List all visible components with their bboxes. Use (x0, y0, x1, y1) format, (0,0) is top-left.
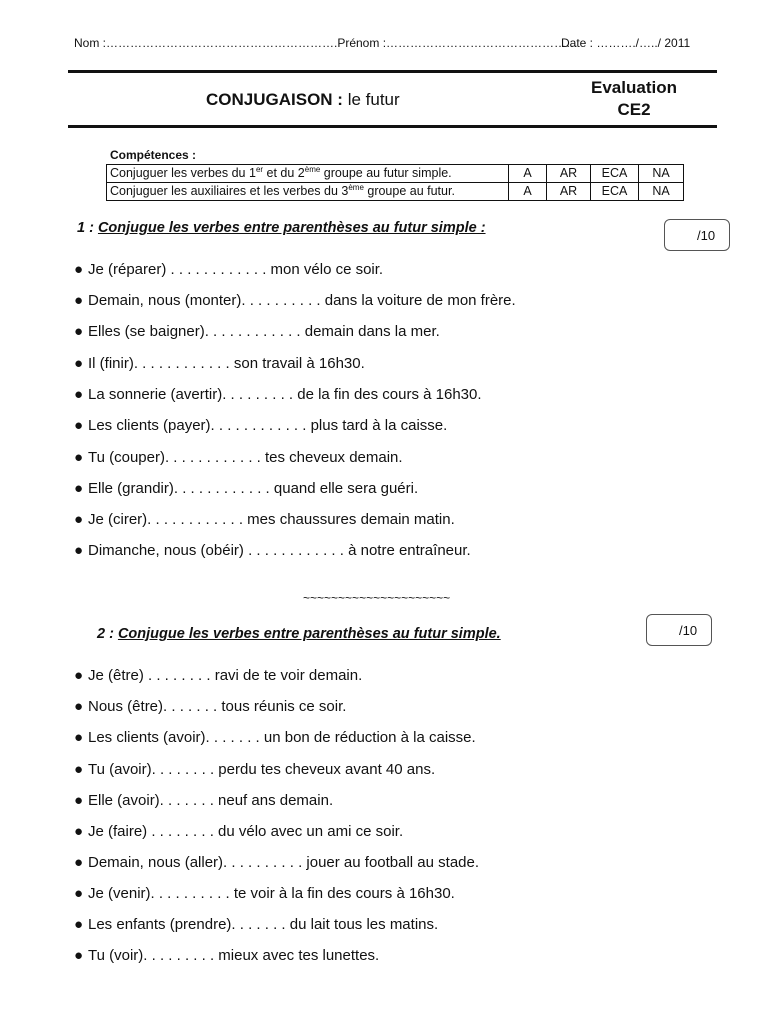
exercise-2-title (97, 626, 501, 642)
exercise-2-score: /10 (679, 623, 698, 638)
bullet-icon: ● (74, 854, 84, 871)
bullet-icon: ● (74, 698, 84, 715)
level-ar: AR (547, 183, 591, 201)
exercise-2-item: ● Les clients (avoir). . . . . . . un bon de réduction à la caisse. (74, 729, 476, 746)
exercise-2-item: ● Tu (avoir). . . . . . . . perdu tes cheveux avant 40 ans. (74, 761, 436, 778)
exercise-2-number: 2 : (97, 626, 118, 642)
bullet-icon: ● (74, 355, 84, 372)
exercise-2-item: ● Je (venir). . . . . . . . . . te voir à la fin des cours à 16h30. (74, 885, 455, 902)
bullet-icon: ● (74, 947, 84, 964)
exercise-2-item: ● Elle (avoir). . . . . . . neuf ans demain. (74, 792, 334, 809)
evaluation-line-1: Evaluation (591, 78, 677, 97)
competences-title: Compétences : (110, 148, 197, 162)
competences-table (106, 164, 684, 201)
exercise-1-item: ● Je (cirer). . . . . . . . . . . . mes chaussures demain matin. (74, 511, 455, 528)
name-field-line: Nom :………………………………………………….Prénom :………………………………………… (74, 36, 579, 50)
bullet-icon: ● (74, 885, 84, 902)
exercise-2-instruction: Conjugue les verbes entre parenthèses au futur simple. (117, 626, 501, 642)
exercise-2-score-box (646, 614, 712, 646)
exercise-1-item: ● Elle (grandir). . . . . . . . . . . . quand elle sera guéri. (74, 480, 419, 497)
bullet-icon: ● (74, 417, 84, 434)
exercise-1-instruction: Conjugue les verbes entre parenthèses au futur simple : (97, 220, 486, 236)
exercise-2-item: ● Nous (être). . . . . . . tous réunis ce soir. (74, 698, 347, 715)
exercise-1-item: ● Tu (couper). . . . . . . . . . . . tes cheveux demain. (74, 449, 403, 466)
date-field-line: Date : ………./…../ 2011 (561, 36, 691, 50)
competence-text-1: Conjuguer les verbes du 1er et du 2ème groupe au futur simple. (107, 165, 509, 183)
exercise-1-score: /10 (697, 228, 716, 243)
topic-title: le futur (347, 90, 400, 109)
bullet-icon: ● (74, 449, 84, 466)
level-a: A (509, 165, 547, 183)
bullet-icon: ● (74, 261, 84, 278)
competence-row-2 (107, 183, 684, 201)
competence-text-2: Conjuguer les auxiliaires et les verbes du 3ème groupe au futur. (107, 183, 509, 201)
level-eca: ECA (591, 183, 639, 201)
level-eca: ECA (591, 165, 639, 183)
bullet-icon: ● (74, 792, 84, 809)
bullet-icon: ● (74, 823, 84, 840)
evaluation-line-2: CE2 (617, 100, 651, 119)
exercise-2-item: ● Tu (voir). . . . . . . . . mieux avec tes lunettes. (74, 947, 380, 964)
competence-row-1 (107, 165, 684, 183)
page-title (206, 90, 400, 110)
exercise-2-item: ● Je (faire) . . . . . . . . du vélo avec un ami ce soir. (74, 823, 404, 840)
level-na: NA (639, 165, 684, 183)
exercise-1-item: ● Je (réparer) . . . . . . . . . . . . mon vélo ce soir. (74, 261, 384, 278)
top-rule (68, 70, 717, 73)
bullet-icon: ● (74, 542, 84, 559)
exercise-1-score-box (664, 219, 730, 251)
exercise-2-item: ● Les enfants (prendre). . . . . . . du lait tous les matins. (74, 916, 439, 933)
subject-title: CONJUGAISON (206, 90, 333, 109)
exercise-1-item: ● Demain, nous (monter). . . . . . . . . . dans la voiture de mon frère. (74, 292, 516, 309)
exercise-1-number: 1 : (77, 220, 98, 236)
bullet-icon: ● (74, 511, 84, 528)
exercise-1-title (77, 220, 486, 236)
level-na: NA (639, 183, 684, 201)
bullet-icon: ● (74, 386, 84, 403)
bottom-rule (68, 125, 717, 128)
exercise-1-item: ● Dimanche, nous (obéir) . . . . . . . . . . . . à notre entraîneur. (74, 542, 471, 559)
level-a: A (509, 183, 547, 201)
bullet-icon: ● (74, 916, 84, 933)
exercise-1-item: ● La sonnerie (avertir). . . . . . . . . de la fin des cours à 16h30. (74, 386, 482, 403)
exercise-1-item: ● Les clients (payer). . . . . . . . . . . . plus tard à la caisse. (74, 417, 448, 434)
bullet-icon: ● (74, 292, 84, 309)
section-separator: ~~~~~~~~~~~~~~~~~~~~~ (303, 591, 451, 605)
title-colon: : (332, 90, 348, 109)
bullet-icon: ● (74, 323, 84, 340)
evaluation-label (579, 77, 689, 121)
bullet-icon: ● (74, 667, 84, 684)
exercise-2-item: ● Je (être) . . . . . . . . ravi de te voir demain. (74, 667, 363, 684)
exercise-2-item: ● Demain, nous (aller). . . . . . . . . . jouer au football au stade. (74, 854, 480, 871)
bullet-icon: ● (74, 480, 84, 497)
exercise-1-item: ● Il (finir). . . . . . . . . . . . son travail à 16h30. (74, 355, 365, 372)
bullet-icon: ● (74, 761, 84, 778)
bullet-icon: ● (74, 729, 84, 746)
level-ar: AR (547, 165, 591, 183)
exercise-1-item: ● Elles (se baigner). . . . . . . . . . . . demain dans la mer. (74, 323, 440, 340)
